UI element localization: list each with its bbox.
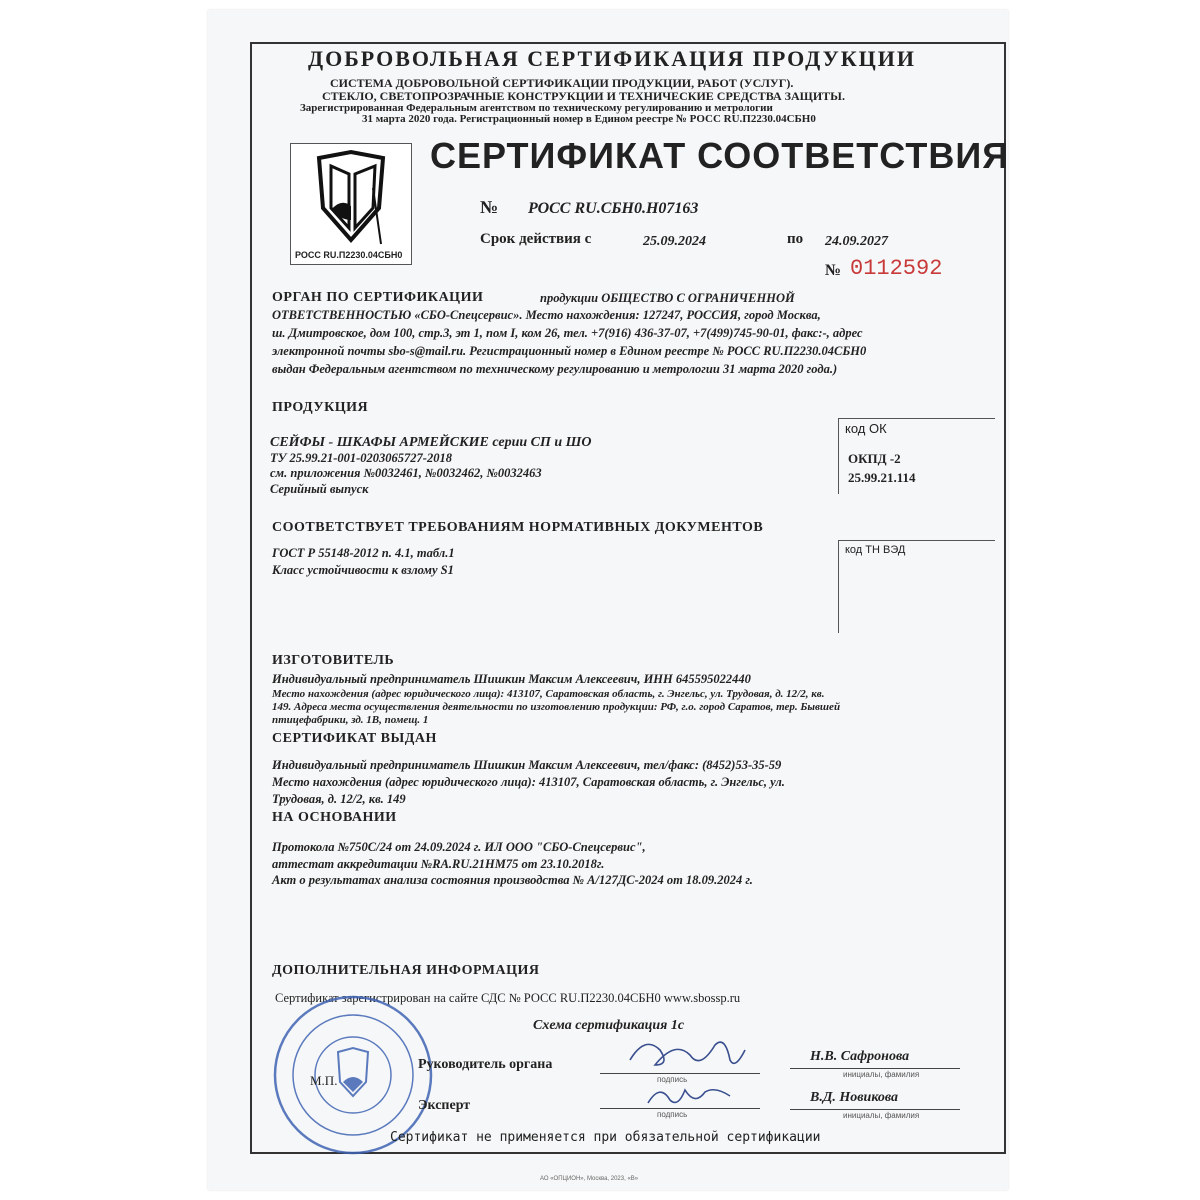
manufacturer-heading: ИЗГОТОВИТЕЛЬ: [272, 653, 395, 668]
manufacturer-line-4: птицефабрики, зд. 1В, помещ. 1: [272, 714, 429, 726]
expert-name-caption: инициалы, фамилия: [843, 1111, 920, 1120]
expert-label: Эксперт: [418, 1098, 471, 1113]
issued-line-1: Индивидуальный предприниматель Шишкин Максим Алексеевич, тел/факс: (8452)53-35-59: [272, 758, 782, 772]
product-line-3: см. приложения №0032461, №0032462, №0032463: [270, 466, 542, 480]
shield-logo-icon: [291, 148, 411, 248]
cert-number: РОСС RU.СБН0.Н07163: [528, 200, 699, 217]
issued-line-3: Трудовая, д. 12/2, кв. 149: [272, 792, 406, 806]
head-name-line: [790, 1068, 960, 1069]
organ-heading: ОРГАН ПО СЕРТИФИКАЦИИ: [272, 290, 484, 305]
printer-imprint: АО «ОПЦИОН», Москва, 2023, «В»: [540, 1176, 639, 1182]
basis-line-3: Акт о результатах анализа состояния производства № А/127ДС-2024 от 18.09.2024 г.: [272, 873, 753, 887]
product-heading: ПРОДУКЦИЯ: [272, 400, 369, 415]
expert-signature: [640, 1078, 740, 1112]
cert-number-label: №: [480, 197, 499, 217]
organ-line-4: электронной почты sbo-s@mail.ru. Регистрационный номер в Едином реестре № РОСС RU.П2230.04СБН0: [272, 344, 867, 358]
product-line-2: ТУ 25.99.21-001-0203065727-2018: [270, 451, 452, 465]
expert-name-line: [790, 1109, 960, 1110]
basis-line-2: аттестат аккредитации №RA.RU.21НМ75 от 23.10.2018г.: [272, 857, 605, 871]
okpd-code-label: код ОК: [845, 421, 887, 436]
manufacturer-line-1: Индивидуальный предприниматель Шишкин Максим Алексеевич, ИНН 645595022440: [272, 672, 751, 686]
manufacturer-line-2: Место нахождения (адрес юридического лица): 413107, Саратовская область, г. Энгельс, ул. Трудовая, д. 12/2, кв.: [272, 688, 825, 700]
head-signature: [620, 1030, 750, 1075]
header-registration-number: 31 марта 2020 года. Регистрационный номер в Едином реестре № РОСС RU.П2230.04СБН0: [362, 113, 816, 125]
expert-sign-caption: подпись: [657, 1110, 688, 1119]
okpd-value: 25.99.21.114: [848, 470, 916, 485]
validity-to-label: по: [787, 231, 804, 247]
okpd-name: ОКПД -2: [848, 451, 901, 466]
additional-heading: ДОПОЛНИТЕЛЬНАЯ ИНФОРМАЦИЯ: [272, 963, 540, 978]
head-sign-line: [600, 1073, 760, 1074]
seal-place-label: М.П.: [310, 1073, 338, 1088]
conformity-line-1: ГОСТ Р 55148-2012 п. 4.1, табл.1: [272, 546, 455, 560]
logo-code: РОСС RU.П2230.04СБН0: [295, 250, 403, 260]
header-title: ДОБРОВОЛЬНАЯ СЕРТИФИКАЦИЯ ПРОДУКЦИИ: [308, 46, 917, 71]
blank-number-label: №: [825, 262, 842, 279]
conformity-line-2: Класс устойчивости к взлому S1: [272, 563, 454, 577]
basis-heading: НА ОСНОВАНИИ: [272, 810, 397, 825]
validity-from: 25.09.2024: [643, 234, 706, 249]
validity-label: Срок действия с: [480, 231, 592, 247]
footer-note: Сертификат не применяется при обязательной сертификации: [390, 1130, 821, 1145]
header-system: СИСТЕМА ДОБРОВОЛЬНОЙ СЕРТИФИКАЦИИ ПРОДУКЦИИ, РАБОТ (УСЛУГ).: [330, 76, 794, 90]
header-registration: Зарегистрированная Федеральным агентством по техническому регулированию и метрологии: [300, 102, 773, 114]
manufacturer-line-3: 149. Адреса места осуществления деятельности по изготовлению продукции: РФ, г.о. город Саратов, тер. Бывшей: [272, 701, 841, 713]
expert-sign-line: [600, 1108, 760, 1109]
tnved-code-label: код ТН ВЭД: [845, 544, 906, 556]
certification-scheme: Схема сертификация 1с: [533, 1018, 685, 1033]
product-line-1: СЕЙФЫ - ШКАФЫ АРМЕЙСКИЕ серии СП и ШО: [270, 435, 592, 450]
issued-line-2: Место нахождения (адрес юридического лица): 413107, Саратовская область, г. Энгельс, ул.: [272, 775, 785, 789]
organ-line-1: продукции ОБЩЕСТВО С ОГРАНИЧЕННОЙ: [540, 291, 795, 305]
expert-name: В.Д. Новикова: [810, 1090, 899, 1105]
system-logo: [290, 143, 412, 265]
organ-line-3: ш. Дмитровское, дом 100, стр.3, эт 1, пом I, ком 26, тел. +7(916) 436-37-07, +7(499)745-90-01, факс:-, адрес: [272, 326, 863, 340]
organ-line-5: выдан Федеральным агентством по техническому регулированию и метрологии 31 марта 2020 года.): [272, 362, 838, 376]
page-title: СЕРТИФИКАТ СООТВЕТСТВИЯ: [430, 135, 1010, 176]
head-name-caption: инициалы, фамилия: [843, 1070, 920, 1079]
head-sign-caption: подпись: [657, 1075, 688, 1084]
additional-line-1: Сертификат зарегистрирован на сайте СДС № РОСС RU.П2230.04СБН0 www.sbossp.ru: [275, 991, 741, 1005]
validity-to: 24.09.2027: [825, 234, 888, 249]
basis-line-1: Протокола №750С/24 от 24.09.2024 г. ИЛ ООО "СБО-Спецсервис",: [272, 840, 646, 854]
head-of-body-label: Руководитель органа: [418, 1057, 553, 1072]
blank-number: 0112592: [850, 256, 943, 281]
head-name: Н.В. Сафронова: [810, 1049, 910, 1064]
conformity-heading: СООТВЕТСТВУЕТ ТРЕБОВАНИЯМ НОРМАТИВНЫХ ДОКУМЕНТОВ: [272, 520, 764, 535]
product-line-4: Серийный выпуск: [270, 482, 369, 496]
organ-line-2: ОТВЕТСТВЕННОСТЬЮ «СБО-Спецсервис». Место нахождения: 127247, РОССИЯ, город Москва,: [272, 308, 821, 322]
header-scope: СТЕКЛО, СВЕТОПРОЗРАЧНЫЕ КОНСТРУКЦИИ И ТЕХНИЧЕСКИЕ СРЕДСТВА ЗАЩИТЫ.: [322, 89, 845, 103]
issued-heading: СЕРТИФИКАТ ВЫДАН: [272, 731, 437, 746]
